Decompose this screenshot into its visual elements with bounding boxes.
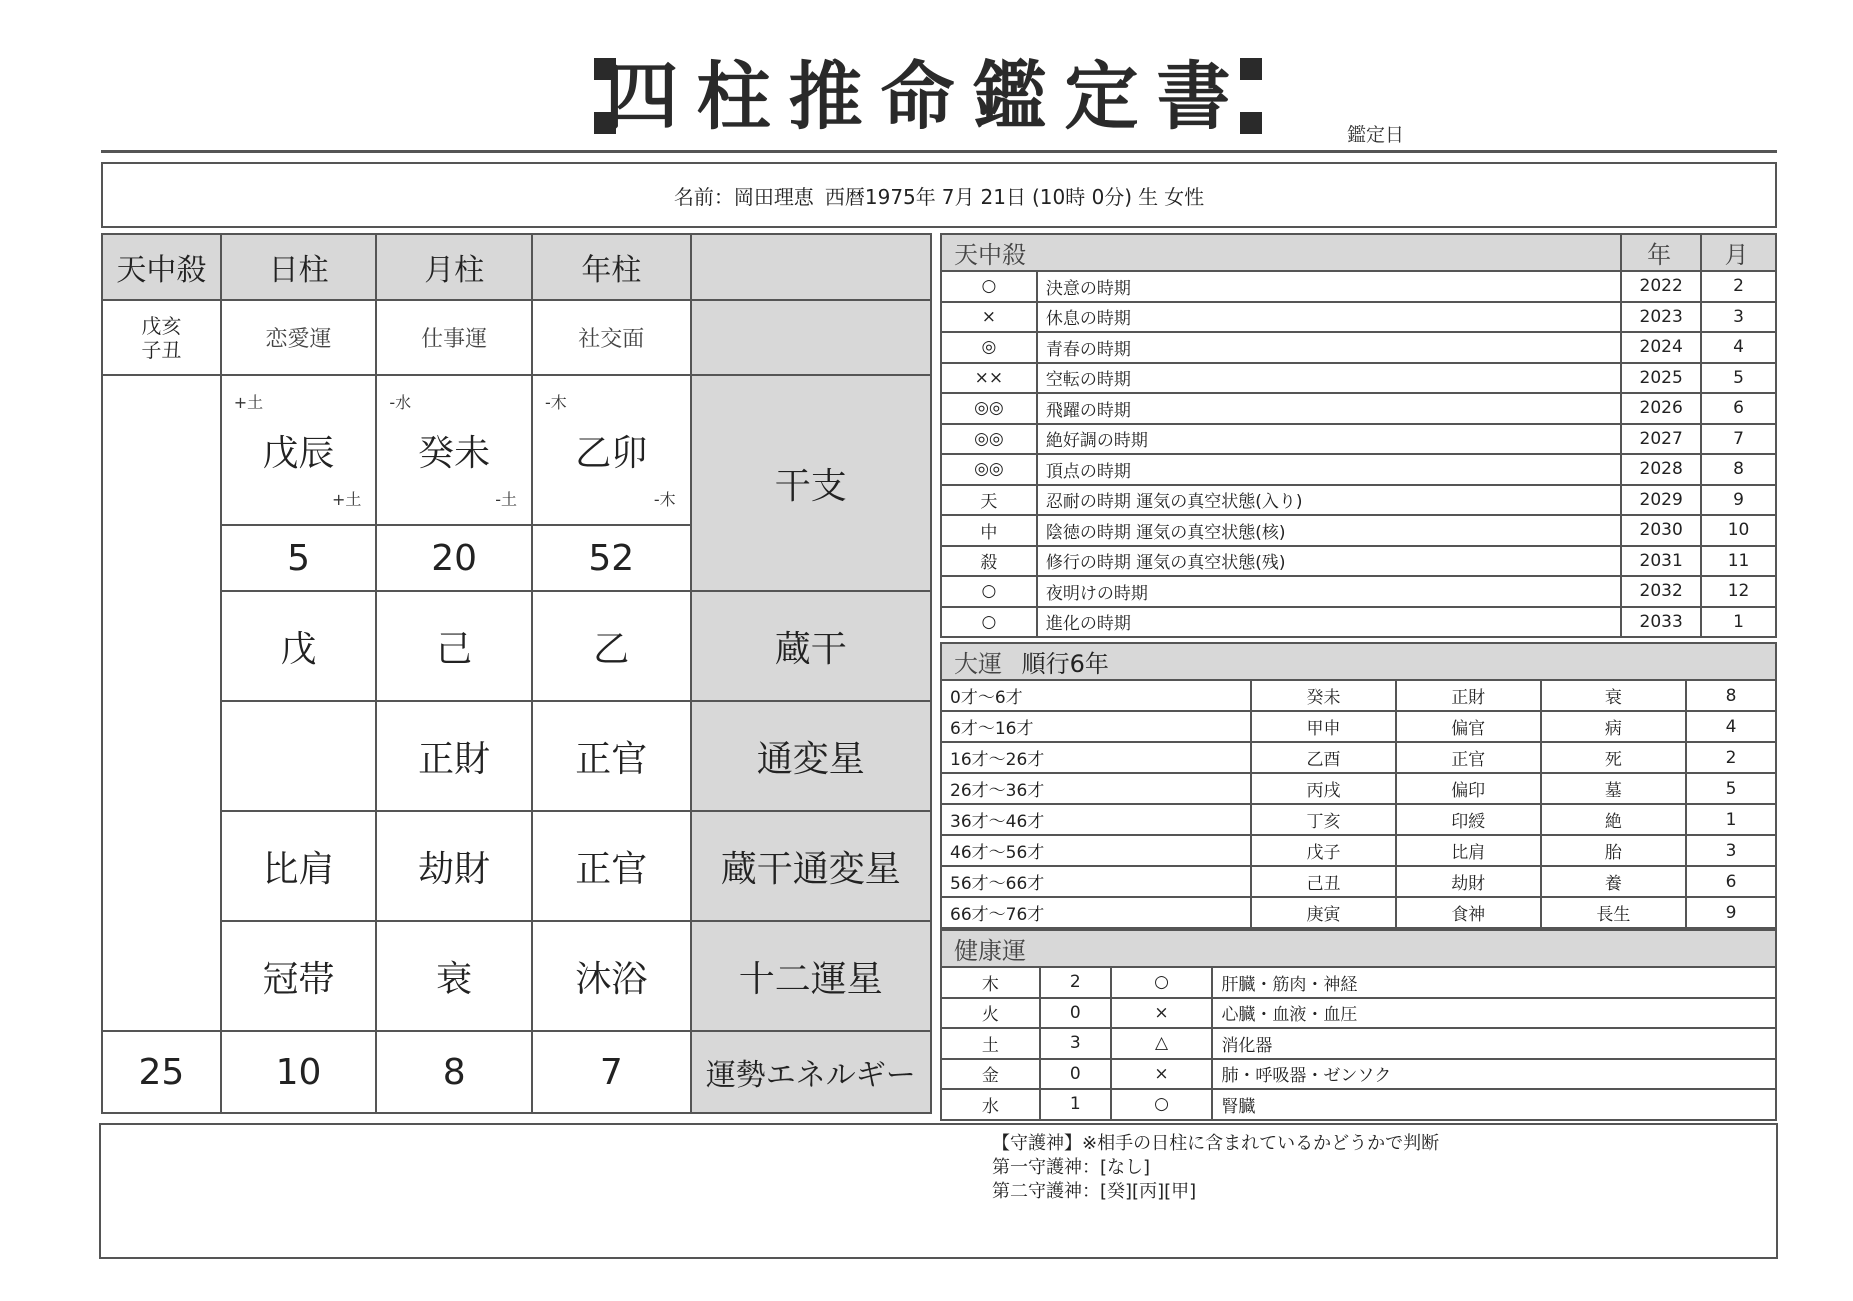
period-month: 7 [1701,424,1776,455]
name-label: 名前： [673,184,734,209]
health-count: 2 [1040,967,1111,998]
taiun-star: 偏印 [1396,773,1541,804]
gender: 女性 [1164,184,1205,209]
label-zokan: 蔵干 [691,591,931,701]
taiun-unsei: 養 [1541,866,1687,897]
table-row [941,804,1776,835]
stem-element: -木 [545,393,567,412]
table-row [941,897,1776,928]
branch-element: -土 [495,490,517,509]
number-month: 20 [376,525,532,591]
period-year: 2030 [1621,515,1701,546]
table-row [941,576,1776,607]
tsuhensei-year: 正官 [532,701,691,811]
period-mark: 殺 [941,546,1037,577]
period-month: 8 [1701,454,1776,485]
table-row [941,302,1776,333]
tenchusatsu-branches: 戊亥 子丑 [102,300,221,375]
table-row [941,711,1776,742]
birth-year: 西暦1975年 [824,184,936,209]
taiun-unsei: 長生 [1541,897,1687,928]
juniunsei-year: 沐浴 [532,921,691,1031]
period-text: 青春の時期 [1037,332,1621,363]
kanshi-value: 戊辰 [262,432,335,474]
health-title: 健康運 [941,930,1776,967]
kanshi-year [532,375,691,525]
branch-element: -木 [653,490,676,509]
period-mark: ◎◎ [941,393,1037,424]
health-mark: △ [1111,1028,1213,1059]
period-mark: 中 [941,515,1037,546]
taiun-number: 2 [1686,742,1776,773]
table-row [941,454,1776,485]
taiun-number: 3 [1686,835,1776,866]
zokan-tsuhensei-month: 劫財 [376,811,532,921]
guardian-second: 第二守護神：[癸][丙][甲] [992,1181,1197,1202]
birth-day: 21日 [980,184,1026,209]
taiun-star: 正財 [1396,680,1541,711]
period-month: 2 [1701,271,1776,302]
table-row [941,485,1776,516]
period-mark: × [941,302,1037,333]
taiun-unsei: 病 [1541,711,1687,742]
table-row [941,332,1776,363]
taiun-age: 0才～6才 [941,680,1251,711]
col-year: 年 [1621,234,1701,271]
taiun-unsei: 胎 [1541,835,1687,866]
period-year: 2025 [1621,363,1701,394]
period-year: 2026 [1621,393,1701,424]
birth-month: 7月 [941,184,975,209]
health-organs: 肺・呼吸器・ゼンソク [1212,1059,1776,1090]
header-year-pillar: 年柱 [532,234,691,300]
header-day-pillar: 日柱 [221,234,377,300]
table-row [941,271,1776,302]
period-text: 修行の時期 運気の真空状態(残) [1037,546,1621,577]
health-organs: 消化器 [1212,1028,1776,1059]
juniunsei-day: 冠帯 [221,921,377,1031]
taiun-title: 大運 [954,650,1002,678]
period-text: 休息の時期 [1037,302,1621,333]
birth-suffix: 生 [1138,184,1159,209]
health-mark: ○ [1111,967,1213,998]
period-text: 空転の時期 [1037,363,1621,394]
taiun-star: 正官 [1396,742,1541,773]
header-blank [691,234,931,300]
col-month: 月 [1701,234,1776,271]
period-text: 決意の時期 [1037,271,1621,302]
label-energy: 運勢エネルギー [691,1031,931,1113]
page-title: 四柱推命鑑定書 [604,54,1249,140]
label-kanshi: 干支 [691,375,931,591]
table-row [941,546,1776,577]
period-month: 6 [1701,393,1776,424]
period-month: 3 [1701,302,1776,333]
energy-year: 7 [532,1031,691,1113]
guardian-heading: 【守護神】※相手の日柱に含まれているかどうかで判断 [992,1133,1440,1154]
period-month: 12 [1701,576,1776,607]
health-mark: ○ [1111,1089,1213,1120]
person-info [101,162,1777,228]
period-text: 進化の時期 [1037,607,1621,638]
taiun-unsei: 墓 [1541,773,1687,804]
stem-element: +土 [233,393,264,412]
health-mark: × [1111,998,1213,1029]
period-year: 2031 [1621,546,1701,577]
table-row [941,866,1776,897]
period-month: 9 [1701,485,1776,516]
taiun-number: 8 [1686,680,1776,711]
health-mark: × [1111,1059,1213,1090]
period-month: 4 [1701,332,1776,363]
taiun-kanshi: 丁亥 [1251,804,1396,835]
title-divider [101,150,1777,153]
taiun-number: 4 [1686,711,1776,742]
tenchusatsu-table [940,233,1777,638]
zokan-tsuhensei-year: 正官 [532,811,691,921]
taiun-kanshi: 甲申 [1251,711,1396,742]
tenchusatsu-title: 天中殺 [941,234,1621,271]
label-blank [691,300,931,375]
table-row [941,515,1776,546]
table-row [941,742,1776,773]
period-mark: ◎ [941,332,1037,363]
period-month: 5 [1701,363,1776,394]
guardian-box [99,1123,1778,1259]
header-tenchusatsu: 天中殺 [102,234,221,300]
taiun-kanshi: 癸未 [1251,680,1396,711]
taiun-age: 16才～26才 [941,742,1251,773]
kanshi-value: 癸未 [418,432,491,474]
kanshi-value: 乙卯 [575,432,648,474]
period-year: 2023 [1621,302,1701,333]
taiun-star: 食神 [1396,897,1541,928]
period-text: 陰徳の時期 運気の真空状態(核) [1037,515,1621,546]
taiun-number: 6 [1686,866,1776,897]
table-row [941,363,1776,394]
table-row [941,680,1776,711]
taiun-unsei: 衰 [1541,680,1687,711]
taiun-kanshi: 乙酉 [1251,742,1396,773]
period-month: 11 [1701,546,1776,577]
health-element: 金 [941,1059,1040,1090]
health-count: 0 [1040,998,1111,1029]
zokan-year: 乙 [532,591,691,701]
tenchusatsu-blank [102,375,221,1031]
period-mark: ○ [941,607,1037,638]
taiun-header [941,643,1776,680]
number-day: 5 [221,525,377,591]
table-row [941,967,1776,998]
taiun-age: 46才～56才 [941,835,1251,866]
pillar-table [101,233,932,1114]
guardian-first: 第一守護神：[なし] [992,1157,1151,1178]
table-row [941,1028,1776,1059]
period-year: 2033 [1621,607,1701,638]
label-zokan-tsuhensei: 蔵干通変星 [691,811,931,921]
zokan-tsuhensei-day: 比肩 [221,811,377,921]
health-element: 土 [941,1028,1040,1059]
taiun-star: 偏官 [1396,711,1541,742]
health-organs: 肝臓・筋肉・神経 [1212,967,1776,998]
table-row [941,424,1776,455]
branch-element: +土 [331,490,362,509]
period-text: 飛躍の時期 [1037,393,1621,424]
taiun-age: 56才～66才 [941,866,1251,897]
taiun-age: 26才～36才 [941,773,1251,804]
table-row [941,773,1776,804]
taiun-age: 36才～46才 [941,804,1251,835]
table-row [941,607,1776,638]
health-count: 3 [1040,1028,1111,1059]
health-organs: 腎臓 [1212,1089,1776,1120]
table-row [941,998,1776,1029]
kanshi-month [376,375,532,525]
taiun-number: 9 [1686,897,1776,928]
period-year: 2029 [1621,485,1701,516]
theme-work: 仕事運 [376,300,532,375]
birth-time: (10時 0分) [1031,184,1133,209]
kanshi-day [221,375,377,525]
period-mark: ×× [941,363,1037,394]
taiun-kanshi: 己丑 [1251,866,1396,897]
taiun-unsei: 絶 [1541,804,1687,835]
taiun-table [940,642,1777,929]
period-month: 10 [1701,515,1776,546]
taiun-star: 印綬 [1396,804,1541,835]
taiun-kanshi: 丙戌 [1251,773,1396,804]
period-year: 2022 [1621,271,1701,302]
period-mark: ◎◎ [941,424,1037,455]
period-text: 頂点の時期 [1037,454,1621,485]
taiun-star: 劫財 [1396,866,1541,897]
period-month: 1 [1701,607,1776,638]
table-row [941,835,1776,866]
tsuhensei-month: 正財 [376,701,532,811]
taiun-subtitle: 順行6年 [1021,650,1109,678]
header-month-pillar: 月柱 [376,234,532,300]
taiun-kanshi: 戊子 [1251,835,1396,866]
label-tsuhensei: 通変星 [691,701,931,811]
energy-month: 8 [376,1031,532,1113]
health-organs: 心臓・血液・血圧 [1212,998,1776,1029]
period-year: 2032 [1621,576,1701,607]
energy-day: 10 [221,1031,377,1113]
taiun-age: 66才～76才 [941,897,1251,928]
health-element: 木 [941,967,1040,998]
tsuhensei-day [221,701,377,811]
table-row [941,1089,1776,1120]
period-year: 2028 [1621,454,1701,485]
health-table [940,929,1777,1121]
health-element: 水 [941,1089,1040,1120]
period-text: 夜明けの時期 [1037,576,1621,607]
theme-love: 恋愛運 [221,300,377,375]
theme-social: 社交面 [532,300,691,375]
period-mark: 天 [941,485,1037,516]
taiun-number: 1 [1686,804,1776,835]
health-count: 0 [1040,1059,1111,1090]
zokan-day: 戊 [221,591,377,701]
juniunsei-month: 衰 [376,921,532,1031]
taiun-number: 5 [1686,773,1776,804]
period-mark: ◎◎ [941,454,1037,485]
label-juniunsei: 十二運星 [691,921,931,1031]
person-name: 岡田理恵 [733,184,814,209]
date-label: 鑑定日 [1347,124,1405,146]
period-text: 忍耐の時期 運気の真空状態(入り) [1037,485,1621,516]
period-year: 2027 [1621,424,1701,455]
table-row [941,393,1776,424]
taiun-age: 6才～16才 [941,711,1251,742]
zokan-month: 己 [376,591,532,701]
guardian-text [992,1132,1439,1204]
period-mark: ○ [941,271,1037,302]
energy-total: 25 [102,1031,221,1113]
period-year: 2024 [1621,332,1701,363]
taiun-unsei: 死 [1541,742,1687,773]
health-count: 1 [1040,1089,1111,1120]
period-mark: ○ [941,576,1037,607]
period-text: 絶好調の時期 [1037,424,1621,455]
taiun-kanshi: 庚寅 [1251,897,1396,928]
number-year: 52 [532,525,691,591]
table-row [941,1059,1776,1090]
health-element: 火 [941,998,1040,1029]
stem-element: -水 [389,393,412,412]
taiun-star: 比肩 [1396,835,1541,866]
